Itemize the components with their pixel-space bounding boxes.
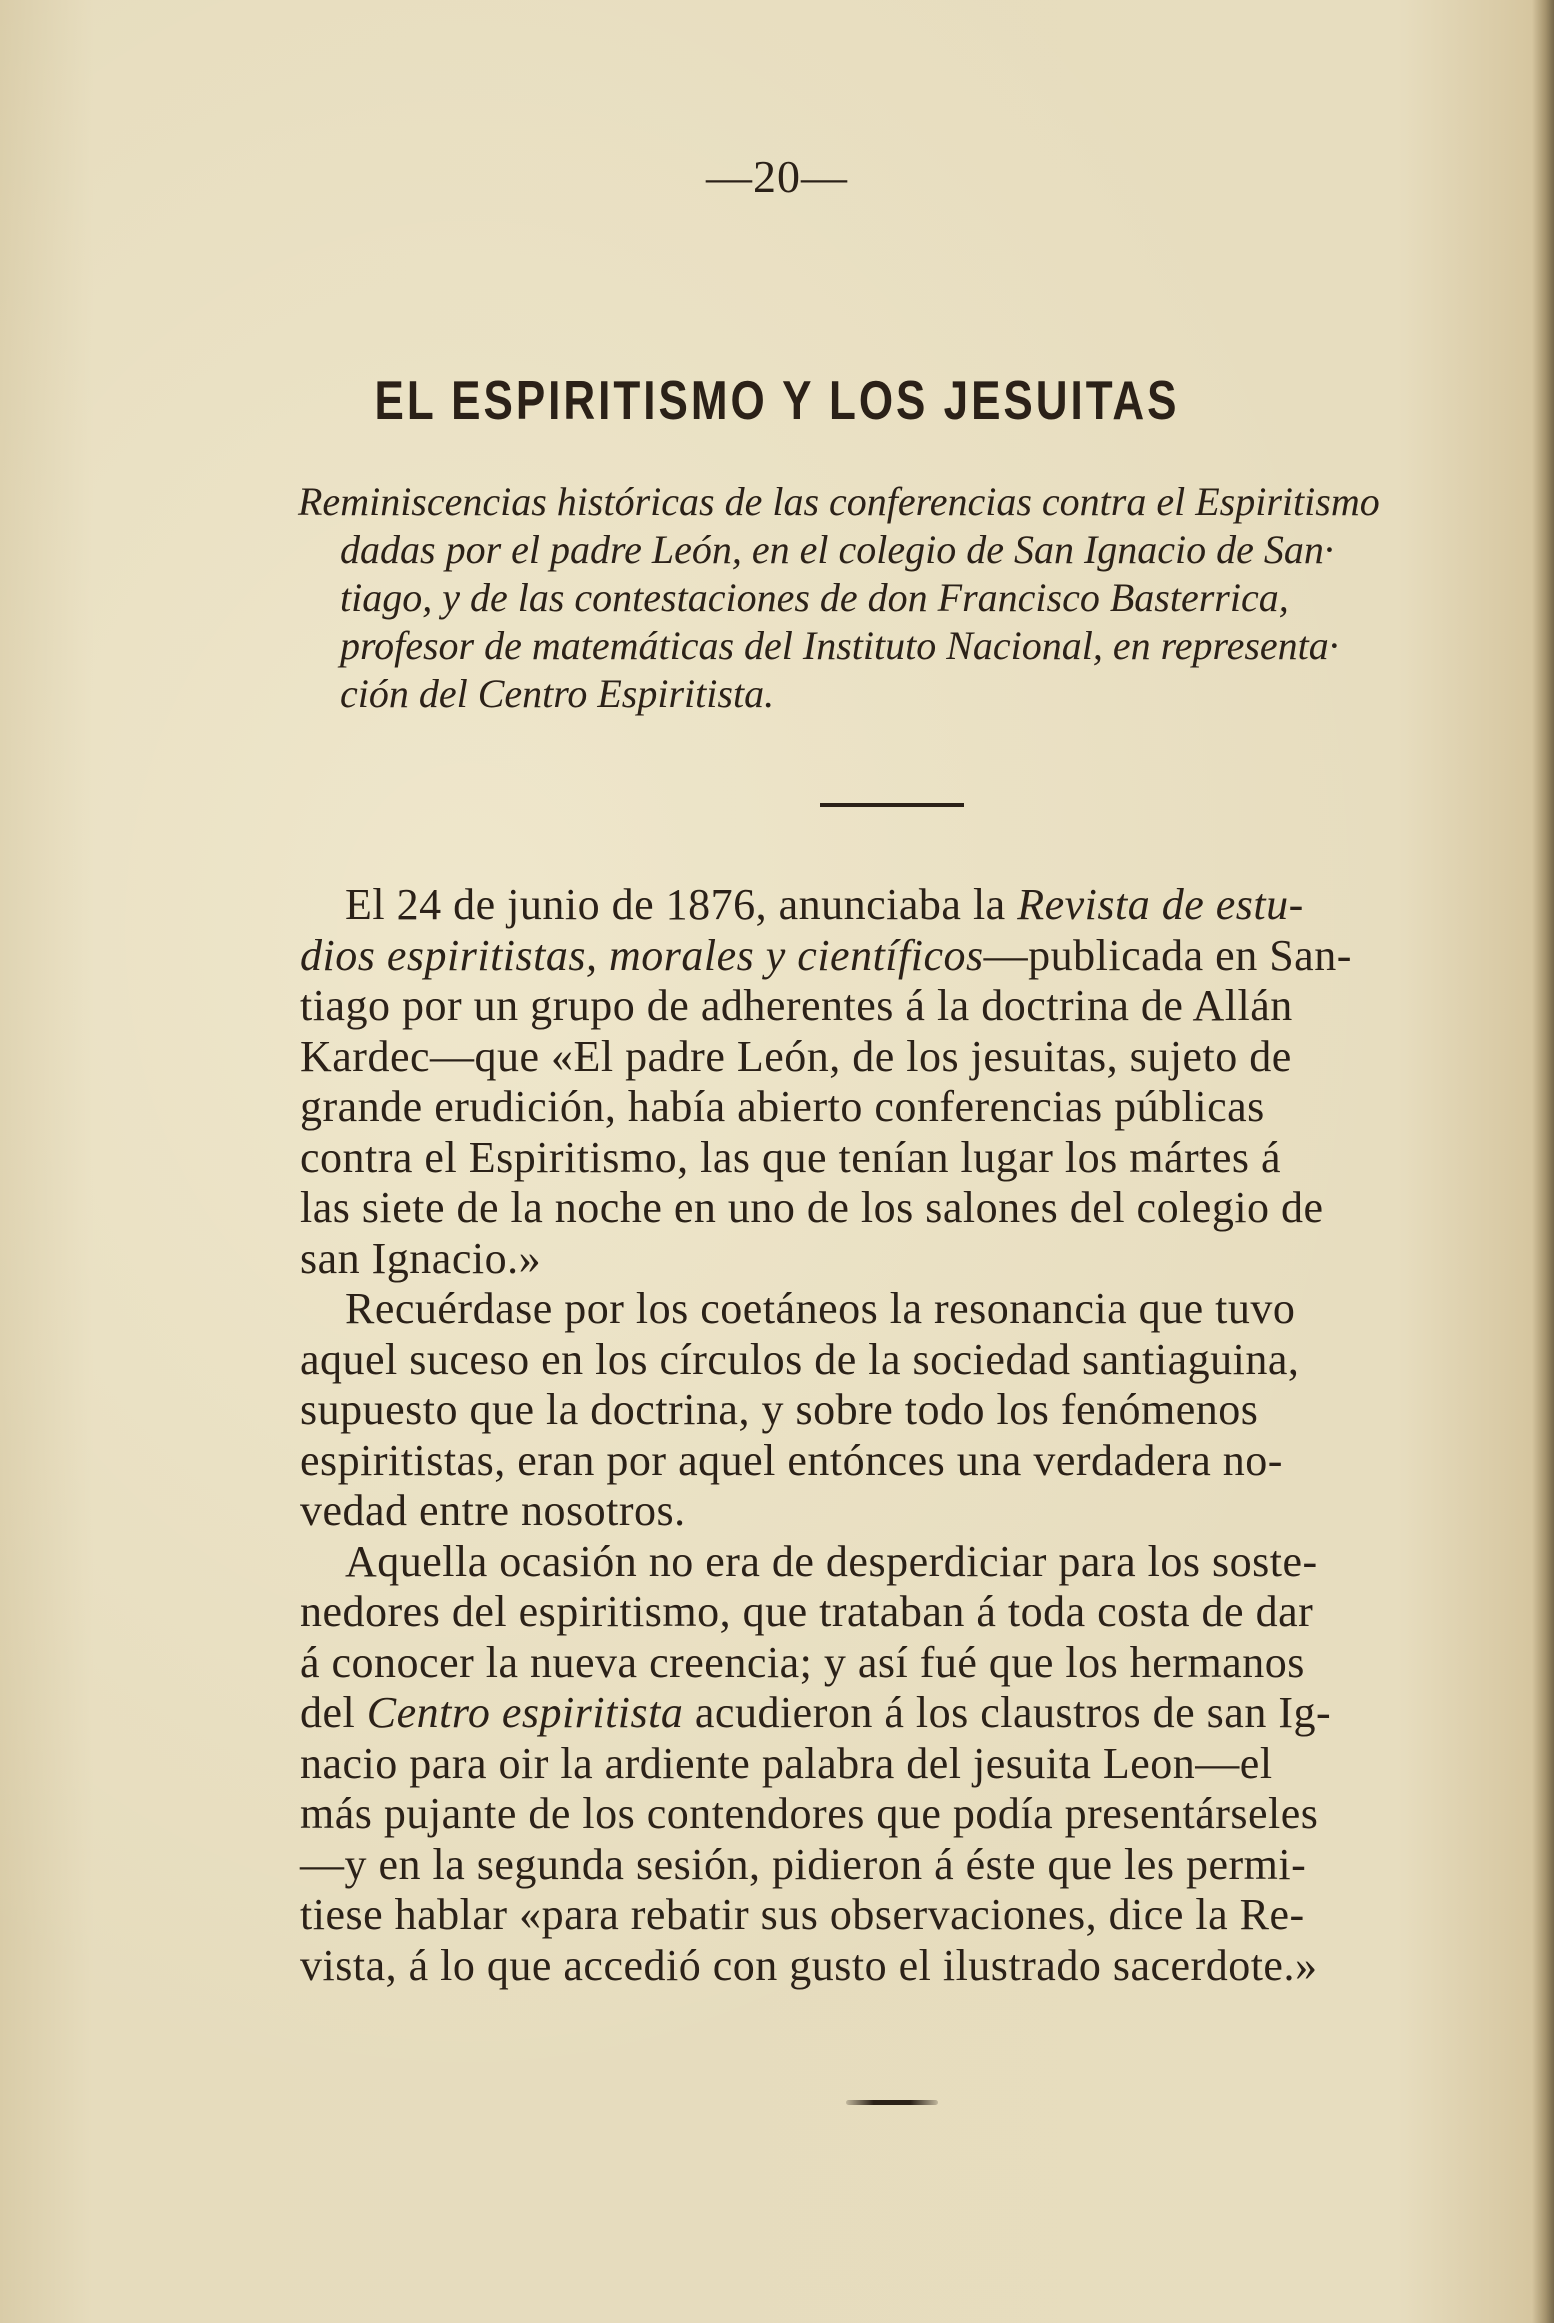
journal-title-italic: Revista de estu- <box>1017 880 1304 929</box>
body-line <box>300 931 1500 982</box>
body-line: supuesto que la doctrina, y sobre todo los fenómenos <box>300 1385 1259 1434</box>
body-text-run: acudieron á los claustros de san Ig- <box>683 1688 1332 1737</box>
body-line: vedad entre nosotros. <box>300 1486 686 1535</box>
body-text-run: del <box>300 1688 367 1737</box>
body-line: Recuérdase por los coetáneos la resonancia que tuvo <box>345 1284 1296 1333</box>
body-line: tiago por un grupo de adherentes á la doctrina de Allán <box>300 981 1293 1030</box>
journal-title-italic: dios espiritistas, morales y científicos <box>300 930 984 980</box>
section-separator <box>820 803 964 807</box>
body-line: á conocer la nueva creencia; y así fué que los hermanos <box>300 1637 1305 1687</box>
subtitle-line: profesor de matemáticas del Instituto Nacional, en representa· <box>340 623 1339 668</box>
body-line: grande erudición, había abierto conferencias públicas <box>300 1082 1265 1131</box>
body-line <box>300 880 1500 931</box>
body-line: Kardec—que «El padre León, de los jesuitas, sujeto de <box>300 1031 1292 1081</box>
body-line: espiritistas, eran por aquel entónces una verdadera no- <box>300 1435 1283 1485</box>
body-text-run: —publicada en San- <box>983 930 1352 980</box>
end-ornament <box>846 2100 938 2105</box>
subtitle-line: tiago, y de las contestaciones de don Francisco Basterrica, <box>340 575 1289 620</box>
subtitle-line: dadas por el padre León, en el colegio de San Ignacio de San· <box>340 527 1334 572</box>
body-text <box>300 880 1500 1991</box>
body-line: Aquella ocasión no era de desperdiciar para los soste- <box>345 1536 1318 1586</box>
body-line: tiese hablar «para rebatir sus observaciones, dice la Re- <box>300 1890 1305 1939</box>
body-line: nedores del espiritismo, que trataban á toda costa de dar <box>300 1587 1314 1636</box>
body-line: san Ignacio.» <box>300 1233 542 1283</box>
body-line: vista, á lo que accedió con gusto el ilustrado sacerdote.» <box>300 1940 1318 1990</box>
article-subtitle <box>298 478 1498 718</box>
body-line: más pujante de los contendores que podía presentárseles <box>300 1789 1319 1838</box>
body-line: nacio para oir la ardiente palabra del jesuita Leon—el <box>300 1738 1273 1788</box>
body-text-run: El 24 de junio de 1876, anunciaba la <box>345 880 1018 929</box>
article-title: EL ESPIRITISMO Y LOS JESUITAS <box>374 370 1180 432</box>
body-line: —y en la segunda sesión, pidieron á éste que les permi- <box>300 1839 1307 1889</box>
centro-espiritista-italic: Centro espiritista <box>366 1688 684 1737</box>
subtitle-line: ción del Centro Espiritista. <box>340 671 775 716</box>
subtitle-line: Reminiscencias históricas de las conferencias contra el Espiritismo <box>298 479 1380 524</box>
body-line: las siete de la noche en uno de los salones del colegio de <box>300 1183 1324 1232</box>
page-edge-shadow <box>1532 0 1554 2323</box>
page-number: —20— <box>706 151 848 202</box>
body-line <box>300 1688 1500 1739</box>
body-line: contra el Espiritismo, las que tenían lugar los mártes á <box>300 1132 1282 1182</box>
body-line: aquel suceso en los círculos de la sociedad santiaguina, <box>300 1334 1300 1384</box>
